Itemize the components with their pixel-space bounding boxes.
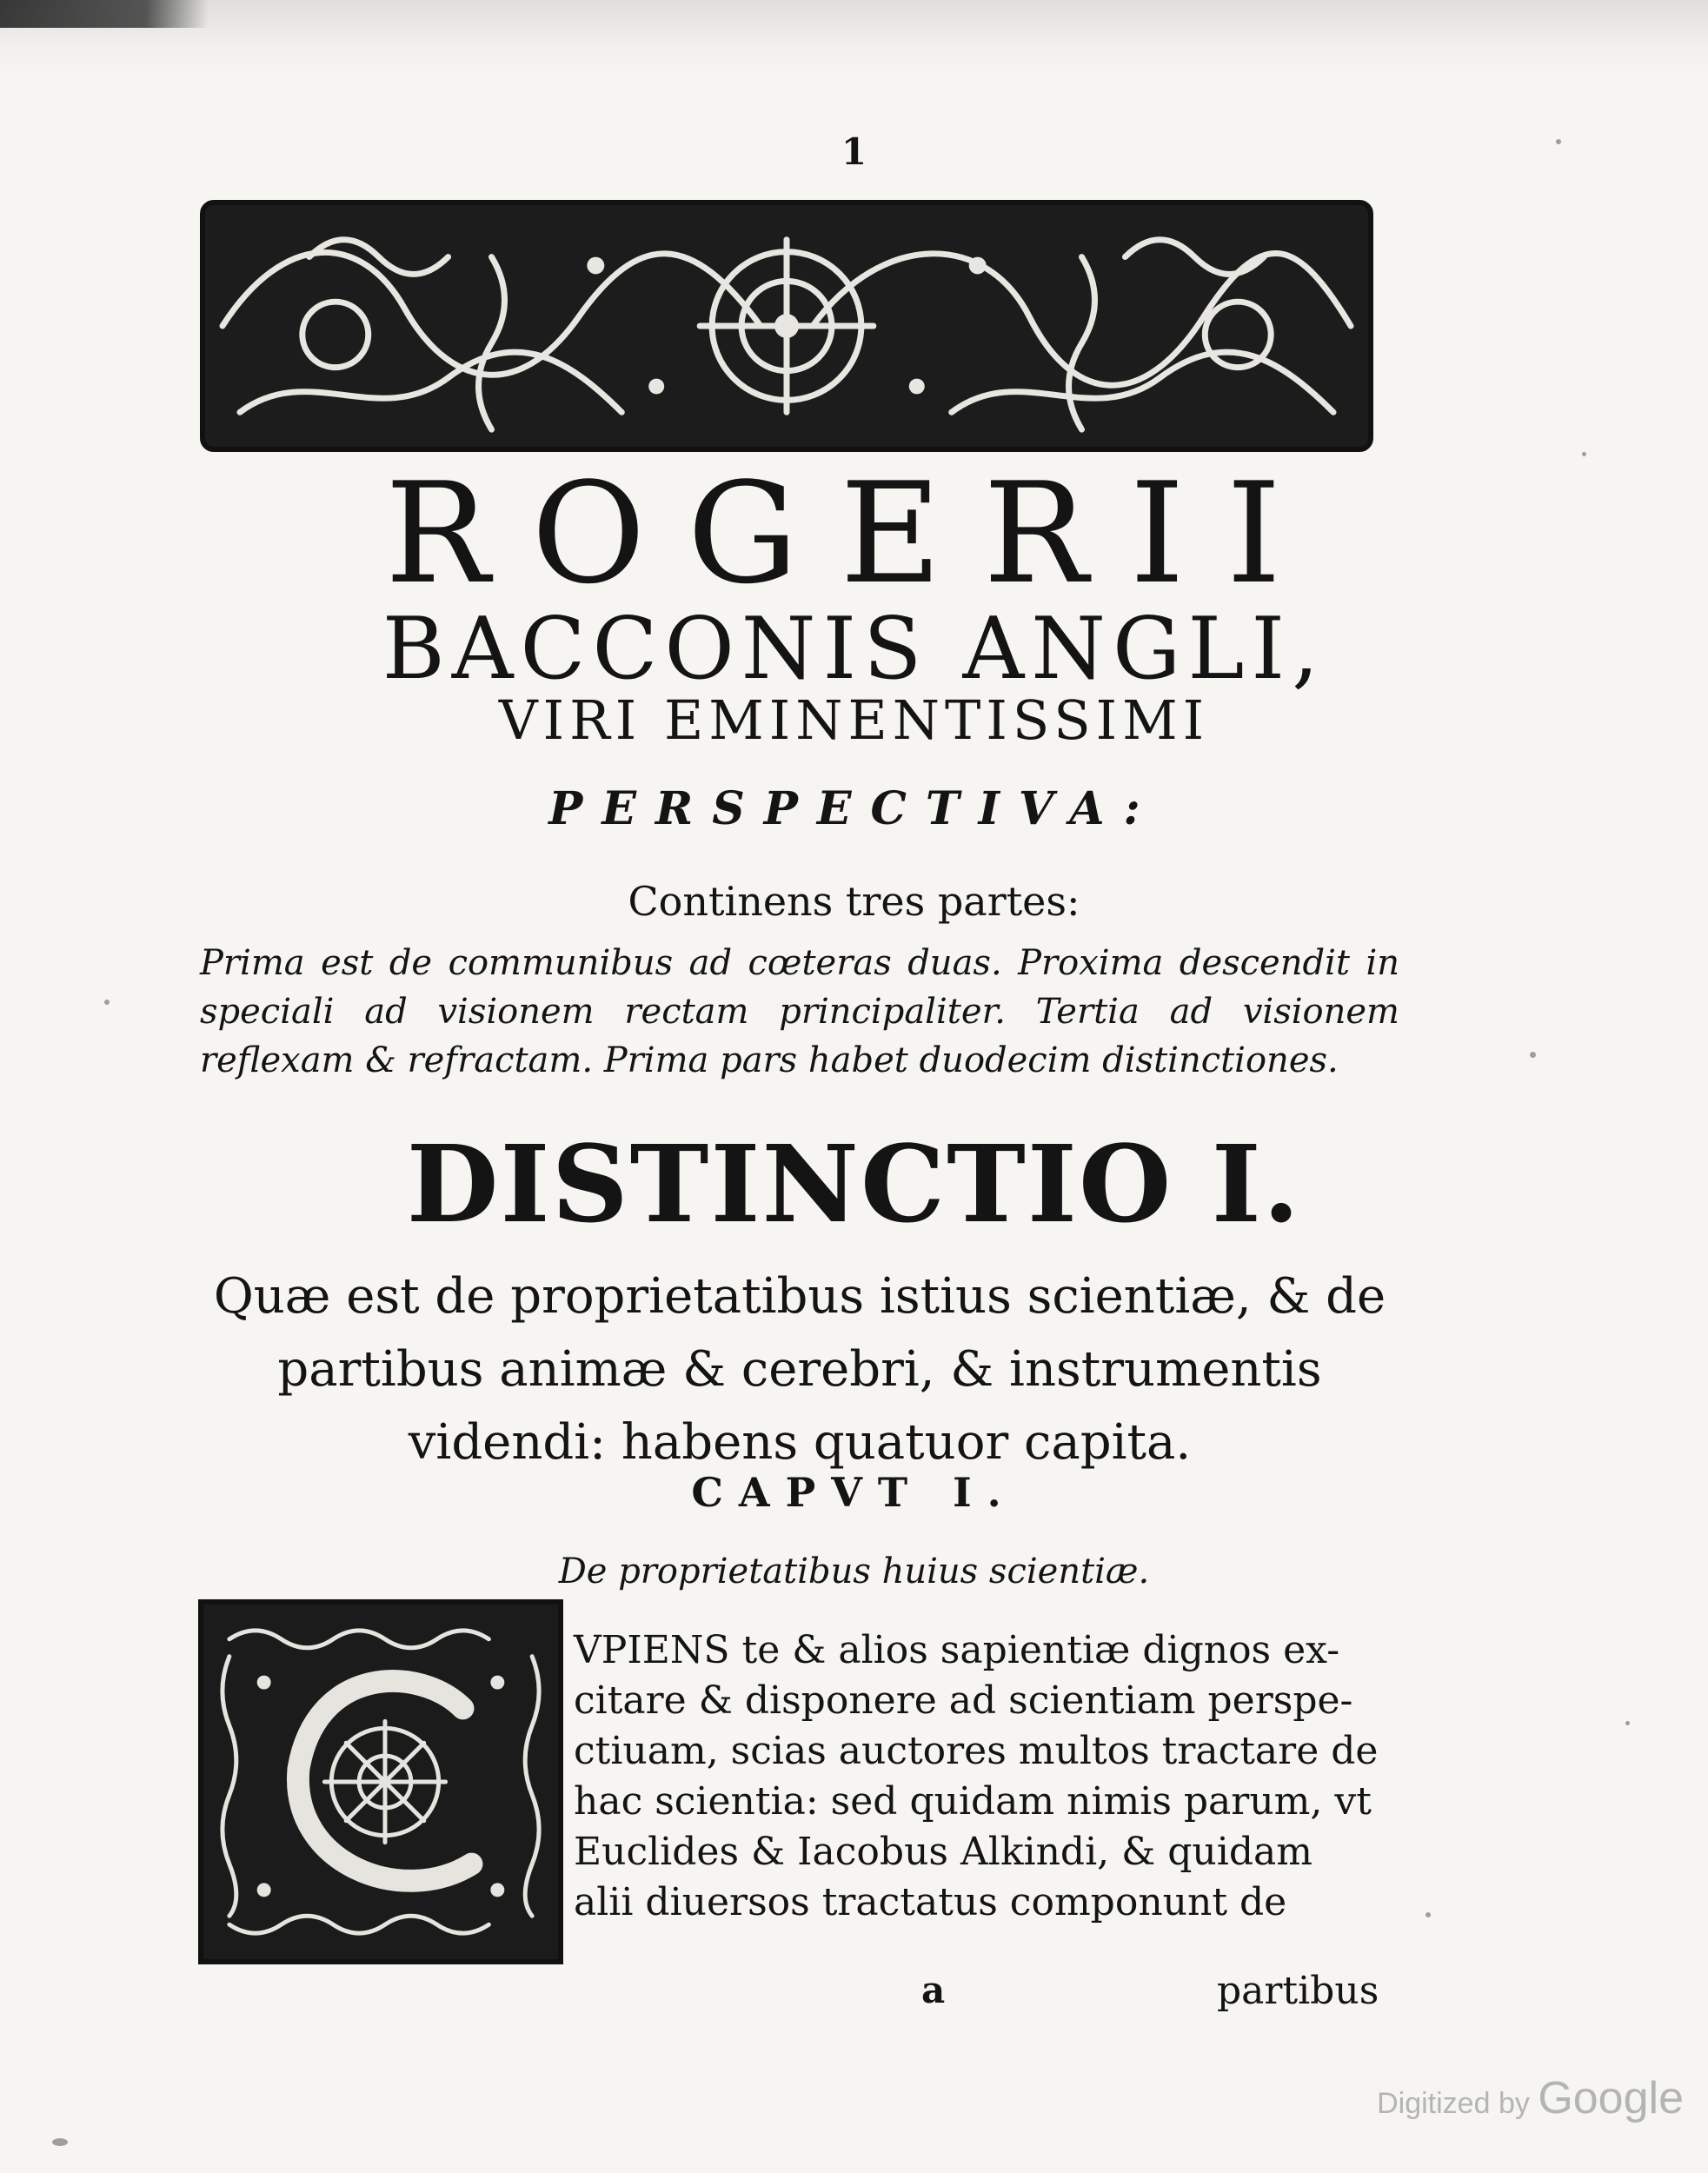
paper-speck [52,2138,68,2146]
body-line: Euclides & Iacobus Alkindi, & quidam [574,1830,1313,1874]
signature-mark: a [921,1969,946,2011]
catchword: partibus [1217,1969,1379,2013]
distinctio-subtitle: Quæ est de proprietatibus istius scientiæ, & de partibus animæ & cerebri, & instrumentis videndi: habens quatuor capita. [213,1268,1386,1471]
digitized-by-watermark [1377,2072,1684,2124]
body-line: alii diuersos tractatus componunt de [574,1880,1287,1924]
ornamental-headpiece [200,200,1373,452]
caput-subtitle: De proprietatibus huius scientiæ. [558,1552,1150,1592]
paper-speck [1582,452,1586,456]
contents-heading: Continens tres partes: [628,878,1080,925]
watermark-prefix: Digitized by [1377,2087,1530,2120]
chapter-body [574,1625,1391,1928]
caput-heading: CAPVT I. [691,1469,1017,1516]
title-bacconis-angli: BACCONIS ANGLI, [382,600,1326,699]
title-viri-eminentissimi: VIRI EMINENTISSIMI [498,688,1210,752]
title-perspectiva: PERSPECTIVA: [548,782,1160,835]
body-line: hac scientia: sed quidam nimis parum, vt [574,1779,1372,1824]
body-line: VPIENS te & alios sapientiæ dignos ex- [574,1628,1340,1672]
parts-description: Prima est de communibus ad cœteras duas. Proxima descendit in speciali ad visionem rectam principaliter. Tertia ad visionem reflexam & refractam. Prima pars habet duodecim distinctiones. [200,943,1399,1080]
scan-edge-mark [0,0,209,28]
distinctio-heading: DISTINCTIO I. [406,1121,1302,1246]
folio-number: 1 [841,130,867,173]
paper-speck [1530,1052,1536,1058]
body-line: citare & disponere ad scientiam perspe- [574,1678,1353,1723]
paper-speck [1426,1912,1431,1917]
decorated-initial-c [198,1599,563,1964]
paper-speck [1556,139,1561,144]
watermark-brand: Google [1538,2073,1684,2123]
title-rogerii: ROGERII [384,452,1324,615]
body-line: ctiuam, scias auctores multos tractare de [574,1729,1379,1773]
paper-speck [1625,1721,1630,1725]
scan-shadow [0,0,1708,78]
paper-speck [104,1000,110,1005]
